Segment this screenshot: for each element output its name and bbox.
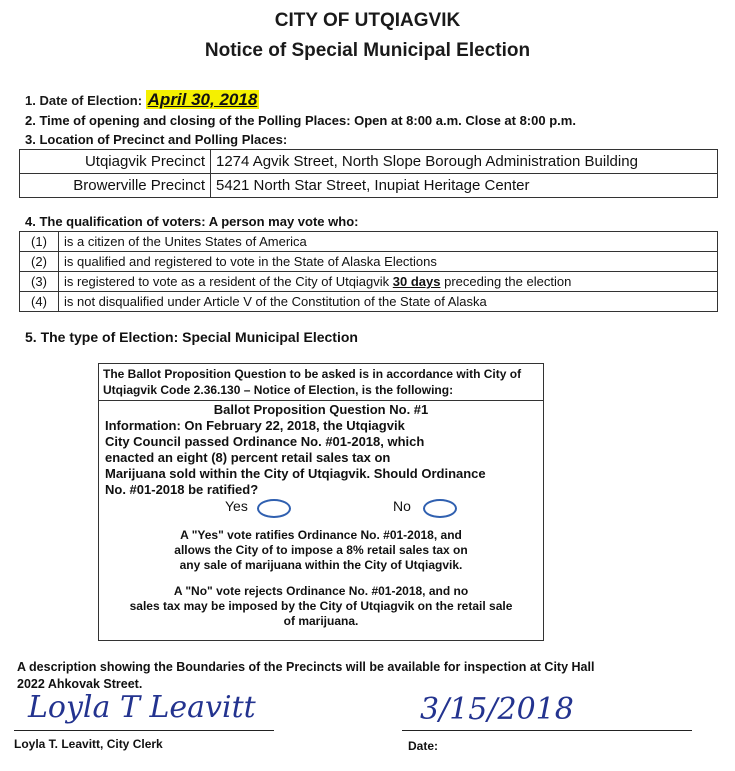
item-qualifications-heading: 4. The qualification of voters: A person may vote who:	[25, 214, 359, 229]
precinct-name: Utqiagvik Precinct	[20, 150, 211, 174]
yes-vote-oval[interactable]	[257, 499, 291, 518]
qualifications-table	[19, 231, 718, 312]
ballot-question-title: Ballot Proposition Question No. #1	[213, 402, 429, 417]
no-option-label: No	[393, 498, 411, 514]
table-row	[20, 150, 718, 174]
ballot-header	[99, 364, 543, 401]
boundaries-notice-line1: A description showing the Boundaries of the Precincts will be available for inspection at City Hall	[17, 660, 595, 674]
no-explanation-line: sales tax may be imposed by the City of Utqiagvik on the retail sale	[129, 599, 513, 613]
ballot-info-line: enacted an eight (8) percent retail sales tax on	[105, 450, 391, 465]
ballot-info-line: No. #01-2018 be ratified?	[105, 482, 259, 497]
clerk-signature: Loyla T Leavitt	[28, 690, 256, 725]
precinct-name: Browerville Precinct	[20, 174, 211, 198]
precinct-location: 1274 Agvik Street, North Slope Borough Administration Building	[211, 150, 718, 174]
ballot-header-line: Utqiagvik Code 2.36.130 – Notice of Election, is the following:	[103, 383, 454, 397]
qualification-number: (4)	[20, 292, 59, 312]
qualification-text: is qualified and registered to vote in the State of Alaska Elections	[59, 252, 718, 272]
ballot-info-line: Information: On February 22, 2018, the Utqiagvik	[105, 418, 405, 433]
ballot-header-line: The Ballot Proposition Question to be asked is in accordance with City of	[103, 367, 522, 381]
qualification-text-start: is registered to vote as a resident of the City of Utqiagvik	[64, 274, 393, 289]
qualification-number: (2)	[20, 252, 59, 272]
yes-explanation-line: allows the City of to impose a 8% retail sales tax on	[174, 543, 468, 557]
boundaries-notice-line2: 2022 Ahkovak Street.	[17, 677, 143, 691]
document-subtitle: Notice of Special Municipal Election	[204, 40, 531, 61]
ballot-body	[99, 402, 543, 629]
handwritten-date: 3/15/2018	[420, 692, 574, 727]
yes-explanation-line: any sale of marijuana within the City of Utqiagvik.	[179, 558, 463, 572]
table-row	[20, 252, 718, 272]
ballot-vote-options	[99, 498, 543, 518]
item-locations-heading: 3. Location of Precinct and Polling Places:	[25, 132, 288, 147]
table-row	[20, 272, 718, 292]
qualification-text: is not disqualified under Article V of the Constitution of the State of Alaska	[59, 292, 718, 312]
election-date-value: April 30, 2018	[147, 90, 258, 109]
yes-explanation	[99, 528, 543, 573]
document-title: CITY OF UTQIAGVIK	[274, 10, 461, 31]
no-explanation-line: of marijuana.	[283, 614, 359, 628]
date-of-election-label: 1. Date of Election:	[25, 93, 143, 108]
qualification-text	[59, 272, 718, 292]
precinct-table	[19, 149, 718, 198]
yes-option-label: Yes	[225, 498, 248, 514]
date-label: Date:	[408, 739, 439, 753]
qualification-text: is a citizen of the Unites States of America	[59, 232, 718, 252]
signature-line	[14, 730, 274, 731]
item-polling-hours: 2. Time of opening and closing of the Polling Places: Open at 8:00 a.m. Close at 8:00 p.m.	[25, 113, 576, 128]
no-explanation-line: A "No" vote rejects Ordinance No. #01-2018, and no	[173, 584, 469, 598]
date-line	[402, 730, 692, 731]
table-row	[20, 232, 718, 252]
qualification-number: (3)	[20, 272, 59, 292]
ballot-information	[99, 418, 543, 498]
item-date-of-election	[25, 90, 259, 110]
signer-name: Loyla T. Leavitt, City Clerk	[14, 737, 163, 751]
table-row	[20, 174, 718, 198]
ballot-info-line: City Council passed Ordinance No. #01-2018, which	[105, 434, 425, 449]
qualification-text-end: preceding the election	[440, 274, 572, 289]
residency-days: 30 days	[392, 274, 441, 289]
item-election-type: 5. The type of Election: Special Municipal Election	[25, 329, 358, 345]
no-explanation	[99, 584, 543, 629]
qualification-number: (1)	[20, 232, 59, 252]
no-vote-oval[interactable]	[423, 499, 457, 518]
precinct-location: 5421 North Star Street, Inupiat Heritage Center	[211, 174, 718, 198]
yes-explanation-line: A "Yes" vote ratifies Ordinance No. #01-2018, and	[180, 528, 462, 542]
ballot-proposition-box	[98, 363, 544, 641]
ballot-info-line: Marijuana sold within the City of Utqiagvik. Should Ordinance	[105, 466, 486, 481]
table-row	[20, 292, 718, 312]
